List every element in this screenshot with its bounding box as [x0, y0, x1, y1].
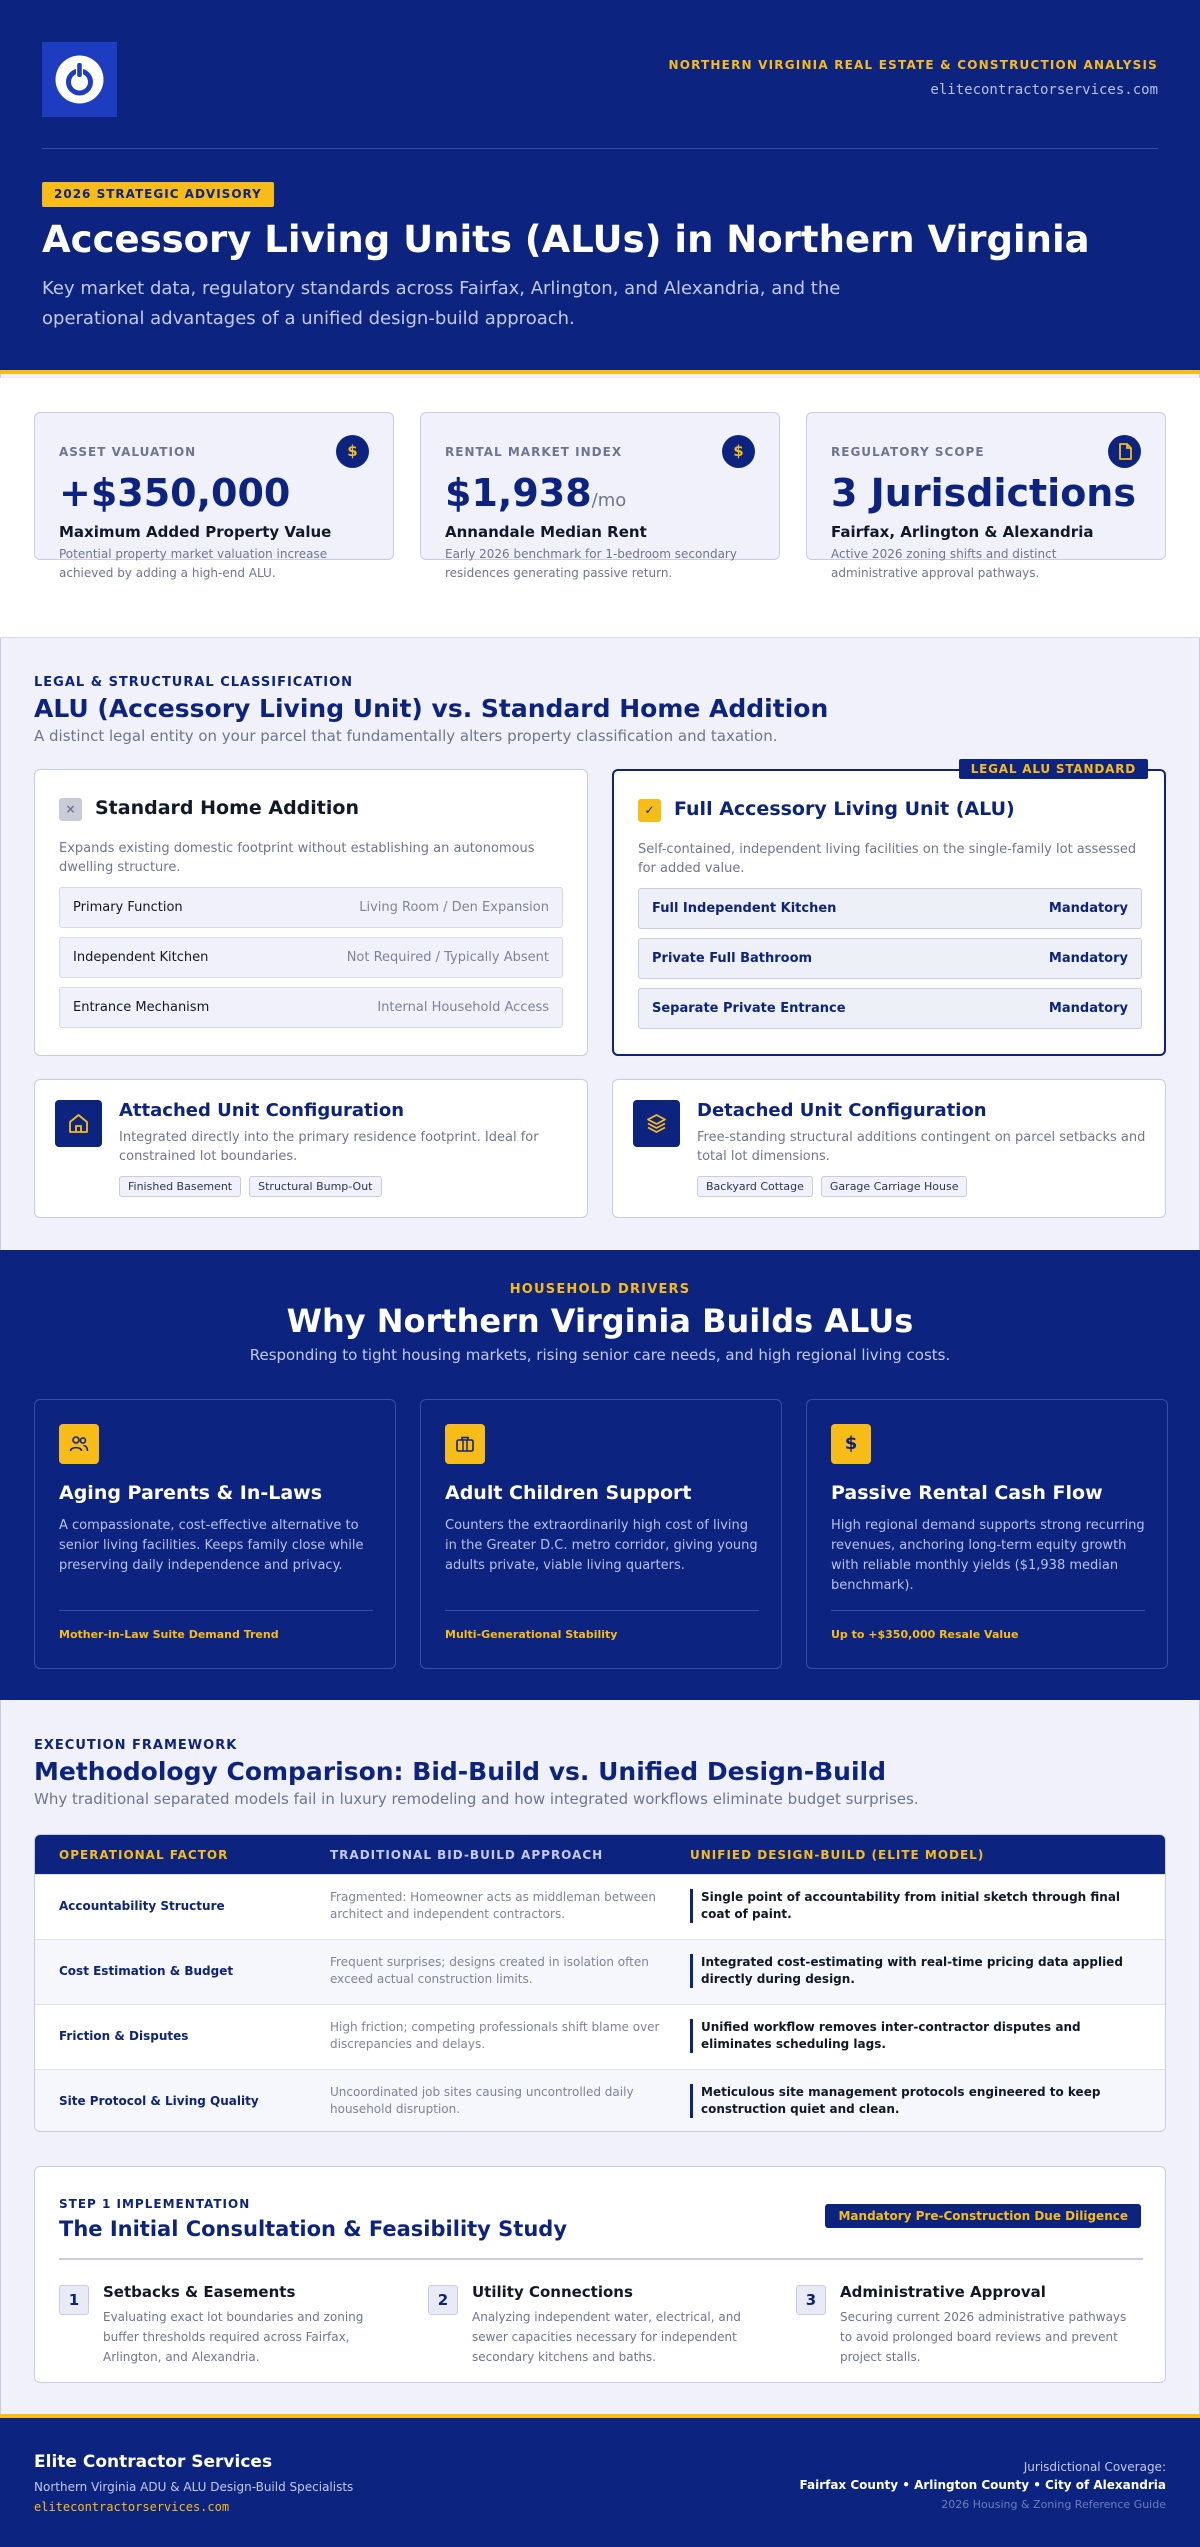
- stat-description: Early 2026 benchmark for 1-bedroom secondary residences generating passive return.: [445, 547, 737, 580]
- stat-description: Potential property market valuation increase achieved by adding a high-end ALU.: [59, 547, 328, 580]
- column-header: UNIFIED DESIGN-BUILD (ELITE MODEL): [690, 1848, 985, 1862]
- stat-headline: Maximum Added Property Value: [59, 523, 332, 541]
- full-alu-card: [612, 762, 1166, 1056]
- table-row: [35, 2069, 1166, 2132]
- home-icon: [55, 1100, 102, 1147]
- card-title: Standard Home Addition: [95, 797, 359, 819]
- checkmark-icon: ✓: [638, 799, 661, 822]
- comparison-row: Separate Private Entrance Mandatory: [638, 988, 1142, 1029]
- driver-title: Adult Children Support: [445, 1482, 692, 1504]
- comparison-row: Independent Kitchen Not Required / Typically Absent: [59, 937, 563, 978]
- comparison-row: Primary Function Living Room / Den Expansion: [59, 887, 563, 928]
- drivers-title: Why Northern Virginia Builds ALUs: [286, 1302, 914, 1340]
- header-site-link[interactable]: elitecontractorservices.com: [930, 82, 1158, 98]
- config-description: Free-standing structural additions contingent on parcel setbacks and total lot dimensions.: [697, 1130, 1146, 1164]
- methodology-table: [34, 1834, 1166, 2132]
- stat-value: +$350,000: [59, 471, 291, 515]
- methodology-kicker: EXECUTION FRAMEWORK: [34, 1738, 238, 1753]
- briefcase-icon: [445, 1424, 485, 1464]
- step-item-description: Securing current 2026 administrative pathways to avoid prolonged board reviews and prevent project stalls.: [840, 2310, 1127, 2364]
- footer-company-name: Elite Contractor Services: [34, 2452, 273, 2472]
- card-description: Expands existing domestic footprint without establishing an autonomous dwelling structure.: [59, 841, 535, 875]
- step-item-setbacks: [59, 2275, 399, 2365]
- unified-cell: Integrated cost-estimating with real-time pricing data applied directly during design.: [690, 1954, 1146, 1988]
- driver-title: Aging Parents & In-Laws: [59, 1482, 323, 1504]
- dollar-icon: $: [722, 435, 755, 468]
- stats-band: [0, 378, 1200, 638]
- header-kicker: NORTHERN VIRGINIA REAL ESTATE & CONSTRUCTION ANALYSIS: [668, 58, 1158, 72]
- factor-cell: Site Protocol & Living Quality: [59, 2094, 259, 2108]
- traditional-cell: Fragmented: Homeowner acts as middleman between architect and independent contractors.: [330, 1890, 656, 1921]
- power-icon: [53, 53, 106, 106]
- dollar-icon: $: [336, 435, 369, 468]
- config-tag: Garage Carriage House: [821, 1176, 968, 1197]
- driver-footnote: Up to +$350,000 Resale Value: [831, 1628, 1019, 1641]
- page-subtitle: Key market data, regulatory standards across Fairfax, Arlington, and Alexandria, and the operational advantages of a unified design-build approach.: [42, 278, 841, 329]
- step-divider: [59, 2258, 1143, 2260]
- driver-divider: [831, 1610, 1145, 1611]
- table-row: [35, 1939, 1166, 2004]
- classification-title: ALU (Accessory Living Unit) vs. Standard Home Addition: [34, 694, 829, 723]
- stat-value: 3 Jurisdictions: [831, 471, 1136, 515]
- factor-cell: Accountability Structure: [59, 1899, 225, 1913]
- drivers-kicker: HOUSEHOLD DRIVERS: [509, 1282, 691, 1297]
- config-tags: [119, 1176, 382, 1197]
- stat-label: ASSET VALUATION: [59, 445, 197, 459]
- stat-value: $1,938/mo: [445, 471, 627, 515]
- comparison-row: Full Independent Kitchen Mandatory: [638, 888, 1142, 929]
- footer-tagline: Northern Virginia ADU & ALU Design-Build Specialists: [34, 2480, 354, 2494]
- driver-divider: [445, 1610, 759, 1611]
- driver-card-aging-parents: [34, 1399, 396, 1669]
- card-title: Full Accessory Living Unit (ALU): [674, 798, 1015, 820]
- coverage-label: Jurisdictional Coverage:: [1023, 2460, 1166, 2474]
- step-number: 2: [428, 2285, 458, 2315]
- household-drivers-section: [0, 1250, 1200, 1700]
- unified-cell: Unified workflow removes inter-contractor disputes and eliminates scheduling lags.: [690, 2019, 1146, 2053]
- column-header: TRADITIONAL BID-BUILD APPROACH: [330, 1848, 604, 1862]
- step-item-description: Analyzing independent water, electrical, and sewer capacities necessary for independent secondary kitchens and baths.: [472, 2310, 741, 2364]
- driver-description: High regional demand supports strong recurring revenues, anchoring long-term equity growth with reliable monthly yields ($1,938 median benchmark).: [831, 1518, 1145, 1593]
- hero-header: [0, 0, 1200, 374]
- config-title: Attached Unit Configuration: [119, 1100, 405, 1121]
- step-item-description: Evaluating exact lot boundaries and zoning buffer thresholds required across Fairfax, Arlington, and Alexandria.: [103, 2310, 364, 2364]
- comparison-row: Private Full Bathroom Mandatory: [638, 938, 1142, 979]
- step-kicker: STEP 1 IMPLEMENTATION: [59, 2197, 251, 2211]
- methodology-title: Methodology Comparison: Bid-Build vs. Unified Design-Build: [34, 1757, 886, 1786]
- config-tag: Structural Bump-Out: [249, 1176, 381, 1197]
- due-diligence-badge: Mandatory Pre-Construction Due Diligence: [825, 2204, 1141, 2228]
- table-row: [35, 2004, 1166, 2069]
- consultation-step-card: [34, 2166, 1166, 2383]
- config-tag: Finished Basement: [119, 1176, 241, 1197]
- driver-card-rental-cash-flow: [806, 1399, 1168, 1669]
- classification-kicker: LEGAL & STRUCTURAL CLASSIFICATION: [34, 675, 354, 690]
- driver-divider: [59, 1610, 373, 1611]
- step-item-title: Setbacks & Easements: [103, 2283, 296, 2301]
- factor-cell: Cost Estimation & Budget: [59, 1964, 234, 1978]
- table-row: [35, 1874, 1166, 1939]
- unified-cell: Meticulous site management protocols engineered to keep construction quiet and clean.: [690, 2084, 1146, 2118]
- config-tags: [697, 1176, 967, 1197]
- column-header: OPERATIONAL FACTOR: [59, 1848, 229, 1862]
- methodology-subtitle: Why traditional separated models fail in luxury remodeling and how integrated workflows eliminate budget surprises.: [34, 1790, 919, 1808]
- attached-config-card: [34, 1079, 588, 1218]
- standard-addition-card: [34, 769, 588, 1056]
- users-icon: [59, 1424, 99, 1464]
- layers-icon: [633, 1100, 680, 1147]
- page-title: Accessory Living Units (ALUs) in Northern Virginia: [42, 218, 1090, 261]
- config-tag: Backyard Cottage: [697, 1176, 813, 1197]
- step-item-approval: [796, 2275, 1136, 2365]
- driver-footnote: Mother-in-Law Suite Demand Trend: [59, 1628, 279, 1641]
- footer-site-link[interactable]: elitecontractorservices.com: [34, 2500, 230, 2514]
- stat-label: RENTAL MARKET INDEX: [445, 445, 623, 459]
- dollar-icon: $: [831, 1424, 871, 1464]
- stat-card-rental-index: [420, 412, 780, 580]
- step-number: 3: [796, 2285, 826, 2315]
- stat-label: REGULATORY SCOPE: [831, 445, 985, 459]
- document-icon: [1108, 435, 1141, 468]
- stat-headline: Fairfax, Arlington & Alexandria: [831, 523, 1094, 541]
- step-item-title: Administrative Approval: [840, 2283, 1046, 2301]
- brand-logo[interactable]: [42, 42, 117, 117]
- coverage-areas: Fairfax County • Arlington County • City of Alexandria: [799, 2478, 1166, 2492]
- driver-description: A compassionate, cost-effective alternative to senior living facilities. Keeps family close while preserving daily independence and privacy.: [59, 1518, 364, 1573]
- legal-standard-flag: LEGAL ALU STANDARD: [959, 759, 1148, 779]
- step-item-utilities: [428, 2275, 768, 2365]
- step-number: 1: [59, 2285, 89, 2315]
- traditional-cell: High friction; competing professionals shift blame over discrepancies and delays.: [330, 2020, 660, 2051]
- stat-card-asset-valuation: [34, 412, 394, 580]
- stat-headline: Annandale Median Rent: [445, 523, 647, 541]
- advisory-badge: 2026 STRATEGIC ADVISORY: [42, 182, 274, 207]
- step-item-title: Utility Connections: [472, 2283, 633, 2301]
- driver-title: Passive Rental Cash Flow: [831, 1482, 1103, 1504]
- config-title: Detached Unit Configuration: [697, 1100, 987, 1121]
- header-divider: [42, 148, 1158, 149]
- driver-description: Counters the extraordinarily high cost of living in the Greater D.C. metro corridor, giving young adults private, viable living quarters.: [445, 1518, 758, 1573]
- stat-description: Active 2026 zoning shifts and distinct administrative approval pathways.: [831, 547, 1057, 580]
- drivers-subtitle: Responding to tight housing markets, rising senior care needs, and high regional living costs.: [249, 1346, 951, 1364]
- factor-cell: Friction & Disputes: [59, 2029, 189, 2043]
- stat-card-regulatory-scope: [806, 412, 1166, 580]
- close-icon: ×: [59, 798, 82, 821]
- detached-config-card: [612, 1079, 1166, 1218]
- card-description: Self-contained, independent living facilities on the single-family lot assessed for added value.: [638, 842, 1137, 876]
- traditional-cell: Uncoordinated job sites causing uncontrolled daily household disruption.: [330, 2085, 634, 2116]
- config-description: Integrated directly into the primary residence footprint. Ideal for constrained lot boundaries.: [119, 1130, 539, 1164]
- driver-footnote: Multi-Generational Stability: [445, 1628, 618, 1641]
- unified-cell: Single point of accountability from initial sketch through final coat of paint.: [690, 1889, 1146, 1923]
- classification-subtitle: A distinct legal entity on your parcel that fundamentally alters property classification and taxation.: [34, 727, 778, 745]
- comparison-row: Entrance Mechanism Internal Household Access: [59, 987, 563, 1028]
- step-title: The Initial Consultation & Feasibility Study: [59, 2217, 568, 2241]
- page-footer: [0, 2414, 1200, 2547]
- reference-note: 2026 Housing & Zoning Reference Guide: [941, 2498, 1166, 2511]
- traditional-cell: Frequent surprises; designs created in isolation often exceed actual construction limits.: [330, 1955, 649, 1986]
- driver-card-adult-children: [420, 1399, 782, 1669]
- table-header: [35, 1835, 1166, 1874]
